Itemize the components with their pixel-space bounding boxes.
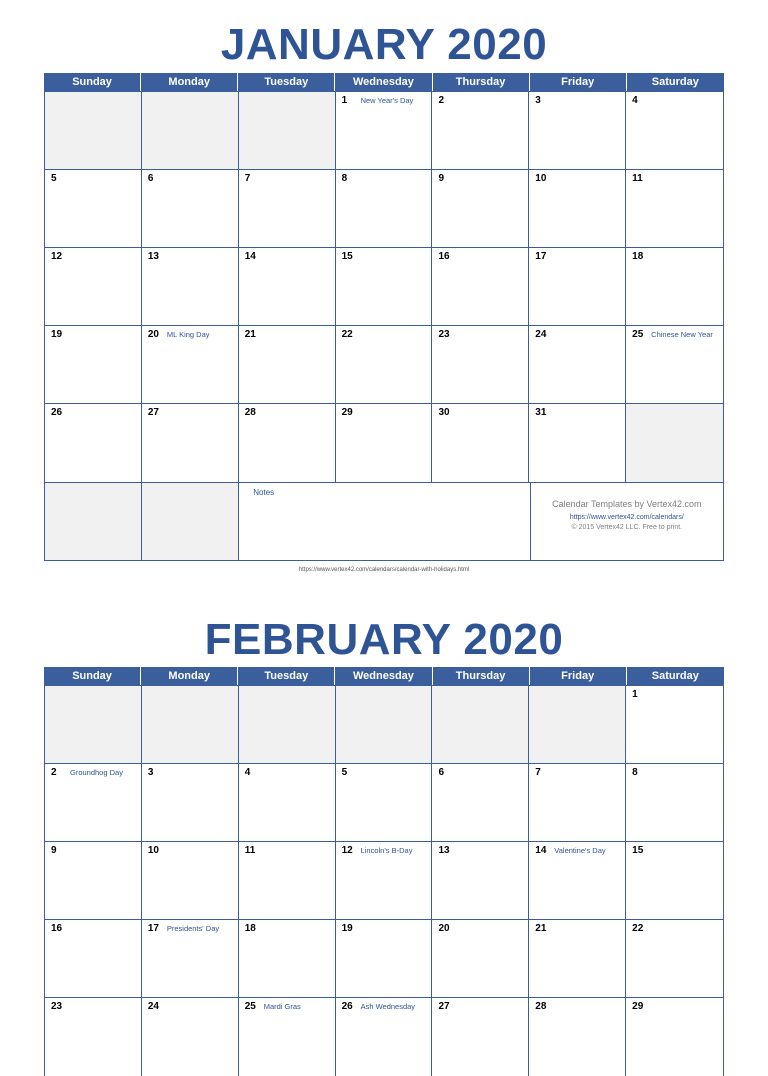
day-cell[interactable] (336, 842, 433, 919)
day-cell[interactable] (142, 998, 239, 1076)
holiday-label: Groundhog Day (70, 768, 123, 777)
day-number: 10 (535, 173, 547, 184)
weekday-friday: Friday (530, 73, 627, 91)
day-cell[interactable] (529, 248, 626, 325)
brand-link[interactable]: https://www.vertex42.com/calendars/ (569, 514, 684, 521)
day-cell[interactable] (336, 764, 433, 841)
day-number: 26 (341, 1001, 353, 1012)
day-cell[interactable] (336, 170, 433, 247)
day-number: 5 (51, 173, 57, 184)
day-number: 2 (438, 95, 444, 106)
day-cell[interactable] (529, 920, 626, 997)
day-cell[interactable] (336, 404, 433, 482)
week-row (45, 764, 723, 842)
day-cell[interactable] (336, 920, 433, 997)
day-number: 12 (341, 845, 353, 856)
day-cell[interactable] (626, 170, 723, 247)
day-number: 15 (341, 251, 353, 262)
week-row (45, 920, 723, 998)
holiday-label: Valentine's Day (554, 846, 606, 855)
empty-cell (142, 483, 239, 560)
february-title: FEBRUARY 2020 (204, 615, 564, 664)
day-number: 6 (147, 173, 154, 184)
day-cell[interactable] (45, 920, 142, 997)
day-cell[interactable] (529, 764, 626, 841)
january-weekday-header (44, 73, 724, 91)
brand-copyright: © 2015 Vertex42 LLC. Free to print. (571, 524, 683, 531)
empty-cell (239, 92, 336, 169)
day-number: 27 (147, 407, 159, 418)
empty-cell (239, 686, 336, 763)
day-cell[interactable] (142, 842, 239, 919)
weekday-wednesday: Wednesday (335, 73, 432, 91)
empty-cell (529, 686, 626, 763)
holiday-label: ML King Day (166, 330, 210, 339)
day-number: 10 (147, 845, 159, 856)
day-cell[interactable] (432, 248, 529, 325)
day-number: 23 (51, 1001, 63, 1012)
holiday-label: Mardi Gras (263, 1002, 301, 1011)
day-cell[interactable] (142, 248, 239, 325)
day-number: 16 (438, 251, 450, 262)
day-cell[interactable] (626, 326, 723, 403)
day-cell[interactable] (336, 998, 433, 1076)
week-row (45, 170, 723, 248)
day-number: 25 (632, 329, 644, 340)
day-cell[interactable] (239, 920, 336, 997)
day-number: 17 (535, 251, 547, 262)
day-number: 9 (51, 845, 57, 856)
day-number: 26 (51, 407, 63, 418)
week-row (45, 842, 723, 920)
weekday-monday: Monday (141, 667, 238, 685)
day-number: 11 (244, 845, 256, 856)
day-cell[interactable] (626, 686, 723, 763)
day-number: 3 (147, 767, 154, 778)
holiday-label: Ash Wednesday (360, 1002, 416, 1011)
weekday-friday: Friday (530, 667, 627, 685)
weekday-saturday: Saturday (651, 76, 699, 88)
day-number: 4 (244, 767, 251, 778)
day-number: 21 (244, 329, 256, 340)
weekday-sunday: Sunday (44, 667, 141, 685)
day-number: 12 (51, 251, 63, 262)
day-number: 24 (147, 1001, 159, 1012)
day-number: 4 (632, 95, 638, 106)
weekday-saturday: Saturday (651, 670, 699, 682)
day-number: 21 (535, 923, 547, 934)
brand-title: Calendar Templates by Vertex42.com (552, 499, 702, 509)
day-number: 1 (632, 689, 638, 700)
day-cell[interactable] (45, 404, 142, 482)
day-number: 29 (341, 407, 353, 418)
february-weekday-header (44, 667, 724, 685)
day-number: 18 (244, 923, 256, 934)
empty-cell (45, 483, 142, 560)
day-cell[interactable] (239, 326, 336, 403)
empty-cell (432, 686, 529, 763)
january-notes-row (45, 482, 723, 560)
day-cell[interactable] (529, 92, 626, 169)
day-number: 3 (535, 95, 541, 106)
day-number: 11 (632, 173, 643, 184)
holiday-label: Chinese New Year (651, 330, 713, 339)
day-cell[interactable] (142, 404, 239, 482)
january-title: JANUARY 2020 (220, 20, 548, 69)
notes-area[interactable] (239, 483, 530, 560)
day-cell[interactable] (239, 842, 336, 919)
footer-url-link[interactable]: https://www.vertex42.com/calendars/calendar-with-holidays.html (298, 567, 470, 573)
day-number: 7 (535, 767, 541, 778)
day-cell[interactable] (432, 764, 529, 841)
empty-cell (142, 92, 239, 169)
weekday-thursday: Thursday (433, 73, 530, 91)
week-row (45, 92, 723, 170)
day-cell[interactable] (529, 998, 626, 1076)
weekday-wednesday: Wednesday (335, 667, 432, 685)
day-cell[interactable] (626, 248, 723, 325)
day-number: 15 (632, 845, 644, 856)
day-cell[interactable] (432, 404, 529, 482)
empty-cell (45, 92, 142, 169)
day-cell[interactable] (45, 248, 142, 325)
empty-cell (45, 686, 142, 763)
day-number: 18 (632, 251, 644, 262)
day-cell[interactable] (239, 998, 336, 1076)
notes-label: Notes (253, 488, 275, 497)
day-number: 8 (632, 767, 638, 778)
day-number: 19 (51, 329, 63, 340)
day-cell[interactable] (45, 764, 142, 841)
day-cell[interactable] (432, 170, 529, 247)
week-row (45, 248, 723, 326)
day-cell[interactable] (529, 326, 626, 403)
day-number: 22 (632, 923, 644, 934)
holiday-label: Presidents' Day (166, 924, 220, 933)
day-number: 8 (341, 173, 348, 184)
day-number: 28 (244, 407, 256, 418)
day-cell[interactable] (45, 842, 142, 919)
day-cell[interactable] (432, 92, 529, 169)
day-number: 5 (341, 767, 348, 778)
holiday-label: New Year's Day (360, 96, 414, 105)
week-row (45, 686, 723, 764)
day-cell[interactable] (432, 842, 529, 919)
day-cell[interactable] (432, 998, 529, 1076)
day-number: 23 (438, 329, 450, 340)
day-cell[interactable] (239, 764, 336, 841)
day-cell[interactable] (626, 998, 723, 1076)
day-cell[interactable] (45, 326, 142, 403)
day-cell[interactable] (142, 170, 239, 247)
day-number: 9 (438, 173, 444, 184)
day-number: 22 (341, 329, 353, 340)
day-number: 20 (147, 329, 159, 340)
empty-cell (142, 686, 239, 763)
empty-cell (626, 404, 723, 482)
day-cell[interactable] (45, 170, 142, 247)
day-cell[interactable] (626, 920, 723, 997)
day-number: 14 (244, 251, 256, 262)
day-number: 28 (535, 1001, 547, 1012)
day-cell[interactable] (45, 998, 142, 1076)
week-row (45, 998, 723, 1076)
vertex42-branding (531, 483, 723, 560)
day-number: 31 (535, 407, 547, 418)
day-cell[interactable] (336, 248, 433, 325)
day-cell[interactable] (626, 842, 723, 919)
day-cell[interactable] (239, 170, 336, 247)
day-number: 6 (438, 767, 444, 778)
day-cell[interactable] (626, 764, 723, 841)
day-cell[interactable] (142, 920, 239, 997)
day-cell[interactable] (142, 764, 239, 841)
day-number: 20 (438, 923, 450, 934)
day-cell[interactable] (529, 404, 626, 482)
day-cell[interactable] (529, 170, 626, 247)
day-number: 19 (341, 923, 353, 934)
day-number: 24 (535, 329, 547, 340)
february-grid (44, 685, 724, 1076)
day-number: 29 (632, 1001, 644, 1012)
weekday-monday: Monday (141, 73, 238, 91)
day-cell[interactable] (432, 326, 529, 403)
day-cell[interactable] (239, 248, 336, 325)
day-cell[interactable] (336, 92, 433, 169)
weekday-thursday: Thursday (433, 667, 530, 685)
day-cell[interactable] (336, 326, 433, 403)
day-number: 14 (535, 845, 547, 856)
day-cell[interactable] (239, 404, 336, 482)
day-number: 25 (244, 1001, 256, 1012)
day-cell[interactable] (142, 326, 239, 403)
day-number: 2 (51, 767, 57, 778)
week-row (45, 404, 723, 482)
week-row (45, 326, 723, 404)
day-number: 17 (147, 923, 159, 934)
weekday-tuesday: Tuesday (238, 667, 335, 685)
day-number: 7 (244, 173, 251, 184)
weekday-tuesday: Tuesday (238, 73, 335, 91)
january-grid (44, 91, 724, 561)
day-number: 1 (341, 95, 348, 106)
day-number: 30 (438, 407, 450, 418)
day-number: 13 (438, 845, 450, 856)
day-number: 16 (51, 923, 63, 934)
weekday-sunday: Sunday (44, 73, 141, 91)
holiday-label: Lincoln's B-Day (360, 846, 413, 855)
empty-cell (336, 686, 433, 763)
day-cell[interactable] (432, 920, 529, 997)
day-number: 13 (147, 251, 159, 262)
day-number: 27 (438, 1001, 450, 1012)
day-cell[interactable] (529, 842, 626, 919)
day-cell[interactable] (626, 92, 723, 169)
